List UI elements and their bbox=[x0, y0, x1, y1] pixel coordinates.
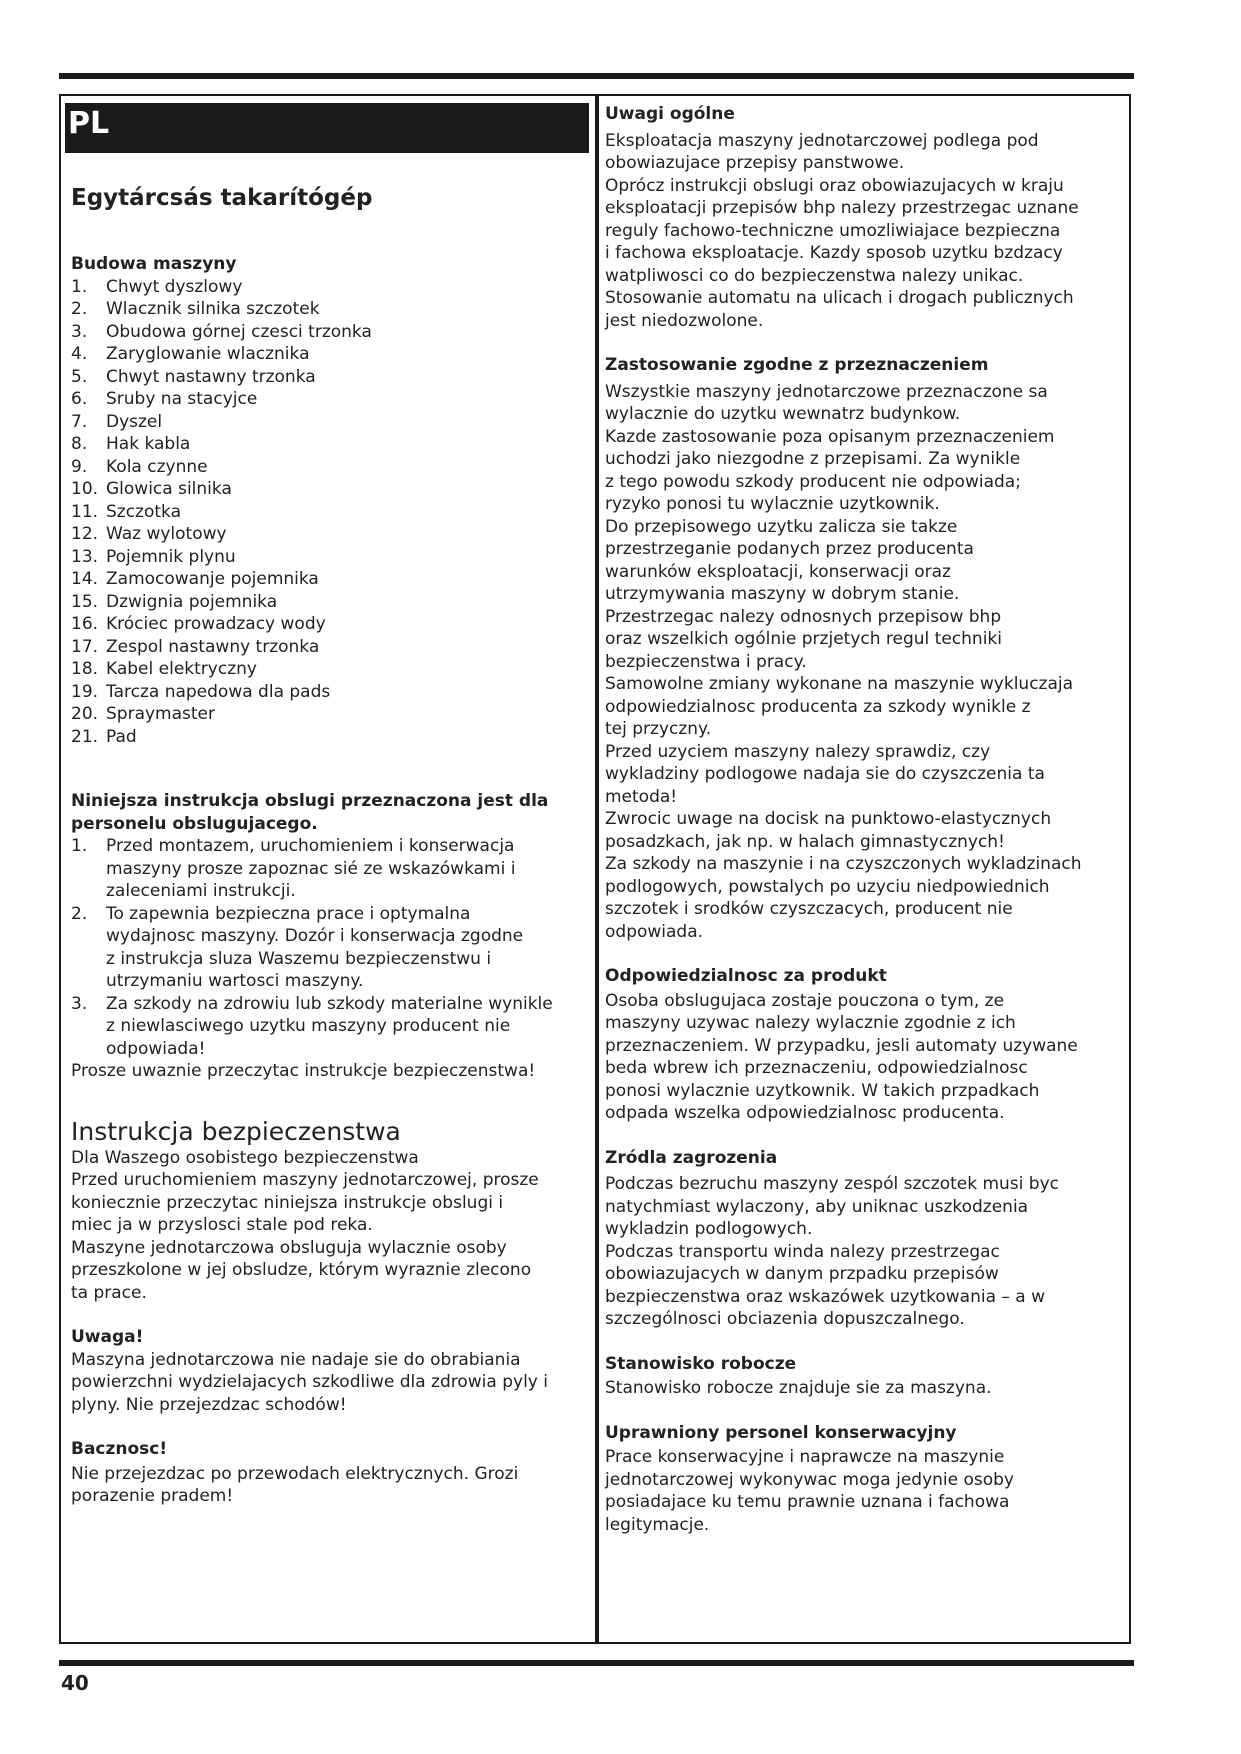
hazards-paragraph: Podczas transportu winda nalezy przestrzegac obowiazujacych w danym przpadku przepisów bezpieczenstwa oraz wskazówek uzytkowania – a w szczególnosci obciazenia dopuszczalnego. bbox=[605, 1241, 1046, 1329]
hazards-section bbox=[605, 1147, 1125, 1331]
liability-line: beda wbrew ich przeznaczeniu, odpowiedzialnosc bbox=[605, 1058, 1028, 1078]
intended-heading-line: personelu obslugujacego. bbox=[71, 813, 318, 834]
workplace-text: Stanowisko robocze znajduje sie za maszyna. bbox=[605, 1378, 992, 1398]
general-line: reguly fachowo-techniczne umozliwiajace bezpieczna bbox=[605, 220, 1061, 241]
top-rule bbox=[59, 73, 1134, 79]
proper-use-paragraph: Kazde zastosowanie poza opisanym przeznaczeniem uchodzi jako niezgodne z przepisami. Za wynikle z tego powodu szkody producent nie odpowiada; ryzyko ponosi tu wylacznie uzytkownik. bbox=[605, 426, 1055, 514]
liability-line: odpada wszelka odpowiedzialnosc producenta. bbox=[605, 1103, 1005, 1123]
liability-line: maszyny uzywac nalezy wylacznie zgodnie z ich bbox=[605, 1013, 1016, 1033]
general-line: Stosowanie automatu na ulicach i drogach publicznych bbox=[605, 288, 1074, 308]
part-item: 10. Glowica silnika bbox=[71, 479, 232, 499]
maintenance-section bbox=[605, 1422, 1125, 1537]
intended-item: 2. To zapewnia bezpieczna prace i optymalna wydajnosc maszyny. Dozór i konserwacja zgodne z instrukcja sluza Waszemu bezpieczenstwu i utrzymaniu wartosci maszyny. bbox=[71, 903, 524, 991]
hazards-paragraph: Podczas bezruchu maszyny zespól szczotek musi byc natychmiast wylaczony, aby uniknac uszkodzenia wykladzin podlogowych. bbox=[605, 1174, 1059, 1239]
proper-use-paragraph: Wszystkie maszyny jednotarczowe przeznaczone sa wylacznie do uzytku wewnatrz budynkow. bbox=[605, 381, 1048, 424]
general-line: Oprócz instrukcji obslugi oraz obowiazujacych w kraju bbox=[605, 175, 1064, 196]
part-item: 3. Obudowa górnej czesci trzonka bbox=[71, 321, 372, 342]
intended-personnel-section bbox=[71, 790, 586, 1083]
safety-line: ta prace. bbox=[71, 1282, 147, 1303]
part-item: 2. Wlacznik silnika szczotek bbox=[71, 299, 320, 319]
part-item: 20. Spraymaster bbox=[71, 704, 215, 724]
bacznosc-line: porazenie pradem! bbox=[71, 1486, 234, 1506]
part-item: 1. Chwyt dyszlowy bbox=[71, 276, 243, 297]
proper-use-paragraph: Przed uzyciem maszyny nalezy sprawdiz, czy wykladziny podlogowe nadaja sie do czyszczenia ta metoda! bbox=[605, 741, 1045, 807]
bacznosc-section bbox=[71, 1438, 586, 1508]
parts-heading: Budowa maszyny bbox=[71, 254, 237, 274]
intended-list bbox=[71, 835, 586, 1060]
part-item: 9. Kola czynne bbox=[71, 456, 208, 477]
language-badge: PL bbox=[65, 103, 589, 153]
part-item: 13. Pojemnik plynu bbox=[71, 546, 236, 567]
liability-section bbox=[605, 965, 1125, 1125]
intended-heading-line: Niniejsza instrukcja obslugi przeznaczona jest dla bbox=[71, 791, 549, 811]
safety-line: koniecznie przeczytac niniejsza instrukcje obslugi i bbox=[71, 1192, 504, 1213]
proper-use-paragraph: Do przepisowego uzytku zalicza sie takze przestrzeganie podanych przez producenta warunków eksploatacji, konserwacji oraz utrzymywania maszyny w dobrym stanie. bbox=[605, 516, 974, 604]
safety-section bbox=[71, 1117, 586, 1305]
proper-use-paragraph: Samowolne zmiany wykonane na maszynie wykluczaja odpowiedzialnosc producenta za szkody wynikle z tej przyczny. bbox=[605, 674, 1074, 739]
parts-section bbox=[71, 253, 586, 748]
part-item: 8. Hak kabla bbox=[71, 434, 191, 454]
column-divider bbox=[595, 94, 599, 1644]
part-item: 15. Dzwignia pojemnika bbox=[71, 591, 278, 612]
general-line: jest niedozwolone. bbox=[605, 310, 764, 331]
proper-use-section bbox=[605, 354, 1125, 943]
part-item: 12. Waz wylotowy bbox=[71, 524, 227, 544]
part-item: 7. Dyszel bbox=[71, 411, 163, 432]
hazards-heading: Zródla zagrozenia bbox=[605, 1147, 778, 1168]
safety-line: Maszyne jednotarczowa obsluguja wylacznie osoby bbox=[71, 1237, 507, 1258]
uwaga-section bbox=[71, 1326, 586, 1416]
uwaga-heading: Uwaga! bbox=[71, 1327, 144, 1347]
workplace-section bbox=[605, 1353, 1125, 1400]
left-column bbox=[68, 103, 586, 1508]
part-item: 14. Zamocowanje pojemnika bbox=[71, 569, 319, 589]
part-item: 18. Kabel elektryczny bbox=[71, 659, 257, 679]
part-item: 19. Tarcza napedowa dla pads bbox=[71, 681, 331, 702]
safety-line: miec ja w przyslosci stale pod reka. bbox=[71, 1215, 373, 1235]
liability-line: przeznaczeniem. W przypadku, jesli automaty uzywane bbox=[605, 1035, 1078, 1056]
liability-line: ponosi wylacznie uzytkownik. W takich przpadkach bbox=[605, 1080, 1040, 1101]
part-item: 4. Zaryglowanie wlacznika bbox=[71, 344, 310, 364]
general-line: watpliwosci co do bezpieczenstwa nalezy unikac. bbox=[605, 265, 1024, 286]
part-item: 21. Pad bbox=[71, 726, 137, 747]
workplace-heading: Stanowisko robocze bbox=[605, 1353, 797, 1374]
maintenance-line: Prace konserwacyjne i naprawcze na maszynie bbox=[605, 1447, 1005, 1467]
liability-line: Osoba obslugujaca zostaje pouczona o tym, ze bbox=[605, 990, 1005, 1011]
maintenance-heading: Uprawniony personel konserwacyjny bbox=[605, 1422, 957, 1443]
maintenance-line: legitymacje. bbox=[605, 1514, 710, 1535]
intended-item: 1. Przed montazem, uruchomieniem i konserwacja maszyny prosze zapoznac sié ze wskazówkami i zaleceniami instrukcji. bbox=[71, 836, 516, 901]
general-heading: Uwagi ogólne bbox=[605, 104, 735, 124]
proper-use-paragraph: Przestrzegac nalezy odnosnych przepisow bhp oraz wszelkich ogólnie przjetych regul techniki bezpieczenstwa i pracy. bbox=[605, 606, 1002, 672]
part-item: 11. Szczotka bbox=[71, 501, 182, 522]
general-line: eksploatacji przepisów bhp nalezy przestrzegac uznane bbox=[605, 198, 1079, 218]
uwaga-line: plyny. Nie przejezdzac schodów! bbox=[71, 1394, 347, 1415]
safety-line: Przed uruchomieniem maszyny jednotarczowej, prosze bbox=[71, 1170, 539, 1190]
liability-heading: Odpowiedzialnosc za produkt bbox=[605, 966, 887, 986]
safety-line: przeszkolone w jej obsludze, którym wyraznie zlecono bbox=[71, 1260, 532, 1280]
part-item: 6. Sruby na stacyjce bbox=[71, 389, 258, 409]
page-number: 40 bbox=[61, 1671, 89, 1695]
part-item: 5. Chwyt nastawny trzonka bbox=[71, 366, 316, 387]
maintenance-line: jednotarczowej wykonywac moga jedynie osoby bbox=[605, 1469, 1014, 1490]
general-line: Eksploatacja maszyny jednotarczowej podlega pod bbox=[605, 130, 1039, 151]
bottom-rule bbox=[59, 1660, 1134, 1666]
intended-item: 3. Za szkody na zdrowiu lub szkody materialne wynikle z niewlasciwego uzytku maszyny producent nie odpowiada! bbox=[71, 993, 553, 1059]
uwaga-line: powierzchni wydzielajacych szkodliwe dla zdrowia pyly i bbox=[71, 1372, 548, 1392]
machine-title: Egytárcsás takarítógép bbox=[71, 185, 373, 211]
safety-line: Dla Waszego osobistego bezpieczenstwa bbox=[71, 1147, 419, 1168]
safety-heading: Instrukcja bezpieczenstwa bbox=[71, 1116, 401, 1146]
uwaga-line: Maszyna jednotarczowa nie nadaje sie do obrabiania bbox=[71, 1349, 521, 1370]
proper-use-paragraph: Zwrocic uwage na docisk na punktowo-elastycznych posadzkach, jak np. w halach gimnastycznych! bbox=[605, 809, 1052, 852]
proper-use-heading: Zastosowanie zgodne z przeznaczeniem bbox=[605, 355, 989, 375]
part-item: 16. Króciec prowadzacy wody bbox=[71, 614, 326, 634]
part-item: 17. Zespol nastawny trzonka bbox=[71, 636, 320, 657]
general-section bbox=[605, 103, 1125, 332]
bacznosc-line: Nie przejezdzac po przewodach elektrycznych. Grozi bbox=[71, 1463, 519, 1484]
general-line: obowiazujace przepisy panstwowe. bbox=[605, 153, 905, 173]
proper-use-paragraph: Za szkody na maszynie i na czyszczonych wykladzinach podlogowych, powstalych po uzyciu niedpowiednich szczotek i srodków czyszczacych, producent nie odpowiada. bbox=[605, 854, 1082, 942]
bacznosc-heading: Bacznosc! bbox=[71, 1439, 168, 1459]
parts-list bbox=[71, 276, 586, 749]
maintenance-line: posiadajace ku temu prawnie uznana i fachowa bbox=[605, 1492, 1010, 1512]
intended-closing: Prosze uwaznie przeczytac instrukcje bezpieczenstwa! bbox=[71, 1061, 536, 1081]
general-line: i fachowa eksploatacje. Kazdy sposob uzytku bzdzacy bbox=[605, 243, 1063, 263]
right-column bbox=[605, 103, 1125, 1536]
